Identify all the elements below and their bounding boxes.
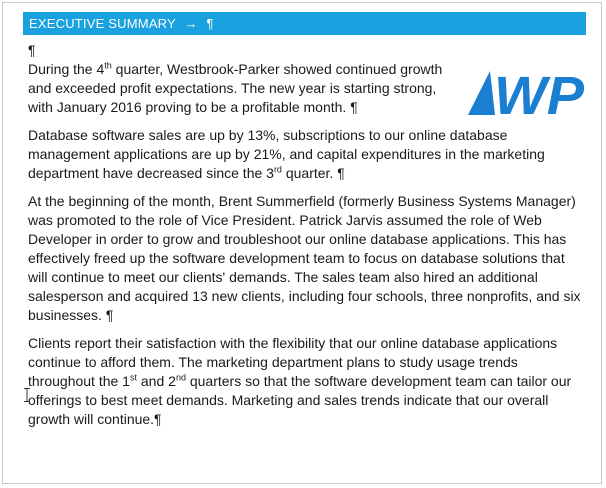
- paragraph-2-sup: rd: [273, 164, 282, 175]
- paragraph-4-sup-2: nd: [175, 372, 186, 383]
- paragraph-4[interactable]: [28, 334, 588, 429]
- paragraph-4-sup-1: st: [129, 372, 137, 383]
- wp-logo: [468, 69, 586, 117]
- paragraph-4-text-b: and 2: [137, 373, 176, 389]
- paragraph-2-text-b: quarter. ¶: [281, 165, 345, 181]
- paragraph-4-text-c: quarters so that the software development team can tailor our offerings to best meet demands. Marketing and sales trends indicate that our overall growth will continue.¶: [28, 373, 572, 427]
- logo-left-triangle: [468, 71, 495, 115]
- empty-paragraph-mark: ¶: [28, 42, 36, 58]
- tab-mark: →: [184, 16, 198, 31]
- paragraph-2[interactable]: [28, 126, 588, 183]
- executive-summary-heading[interactable]: [23, 12, 586, 35]
- paragraph-1-text-b: quarter, Westbrook-Parker showed continued growth and exceeded profit expectations. The new year is starting strong, with January 2016 proving to be a profitable month. ¶: [28, 61, 443, 115]
- document-page[interactable]: [2, 2, 602, 484]
- paragraph-2-text-a: Database software sales are up by 13%, subscriptions to our online database management applications are up by 21%, and capital expenditures in the marketing department have decreased since the 3: [28, 127, 545, 181]
- paragraph-1-text-a: During the 4: [28, 61, 105, 77]
- text-cursor-icon: [24, 388, 30, 402]
- paragraph-1[interactable]: [28, 60, 453, 117]
- heading-text: EXECUTIVE SUMMARY: [29, 16, 176, 31]
- paragraph-1-sup: th: [104, 60, 112, 71]
- heading-pilcrow: ¶: [206, 16, 214, 31]
- paragraph-4-text-a: Clients report their satisfaction with the flexibility that our online database applications continue to afford them. The marketing department plans to study usage trends throughout the 1: [28, 335, 558, 389]
- logo-text: WP: [494, 69, 586, 117]
- paragraph-3[interactable]: At the beginning of the month, Brent Summerfield (formerly Business Systems Manager) was promoted to the role of Vice President. Patrick Jarvis assumed the role of Web Developer in order to grow and troubleshoot our online database applications. This has effectively freed up the software development team to focus on database solutions that will continue to meet our clients' demands. The sales team also hired an additional salesperson and acquired 13 new clients, including four schools, three nonprofits, and six businesses. ¶: [28, 193, 581, 323]
